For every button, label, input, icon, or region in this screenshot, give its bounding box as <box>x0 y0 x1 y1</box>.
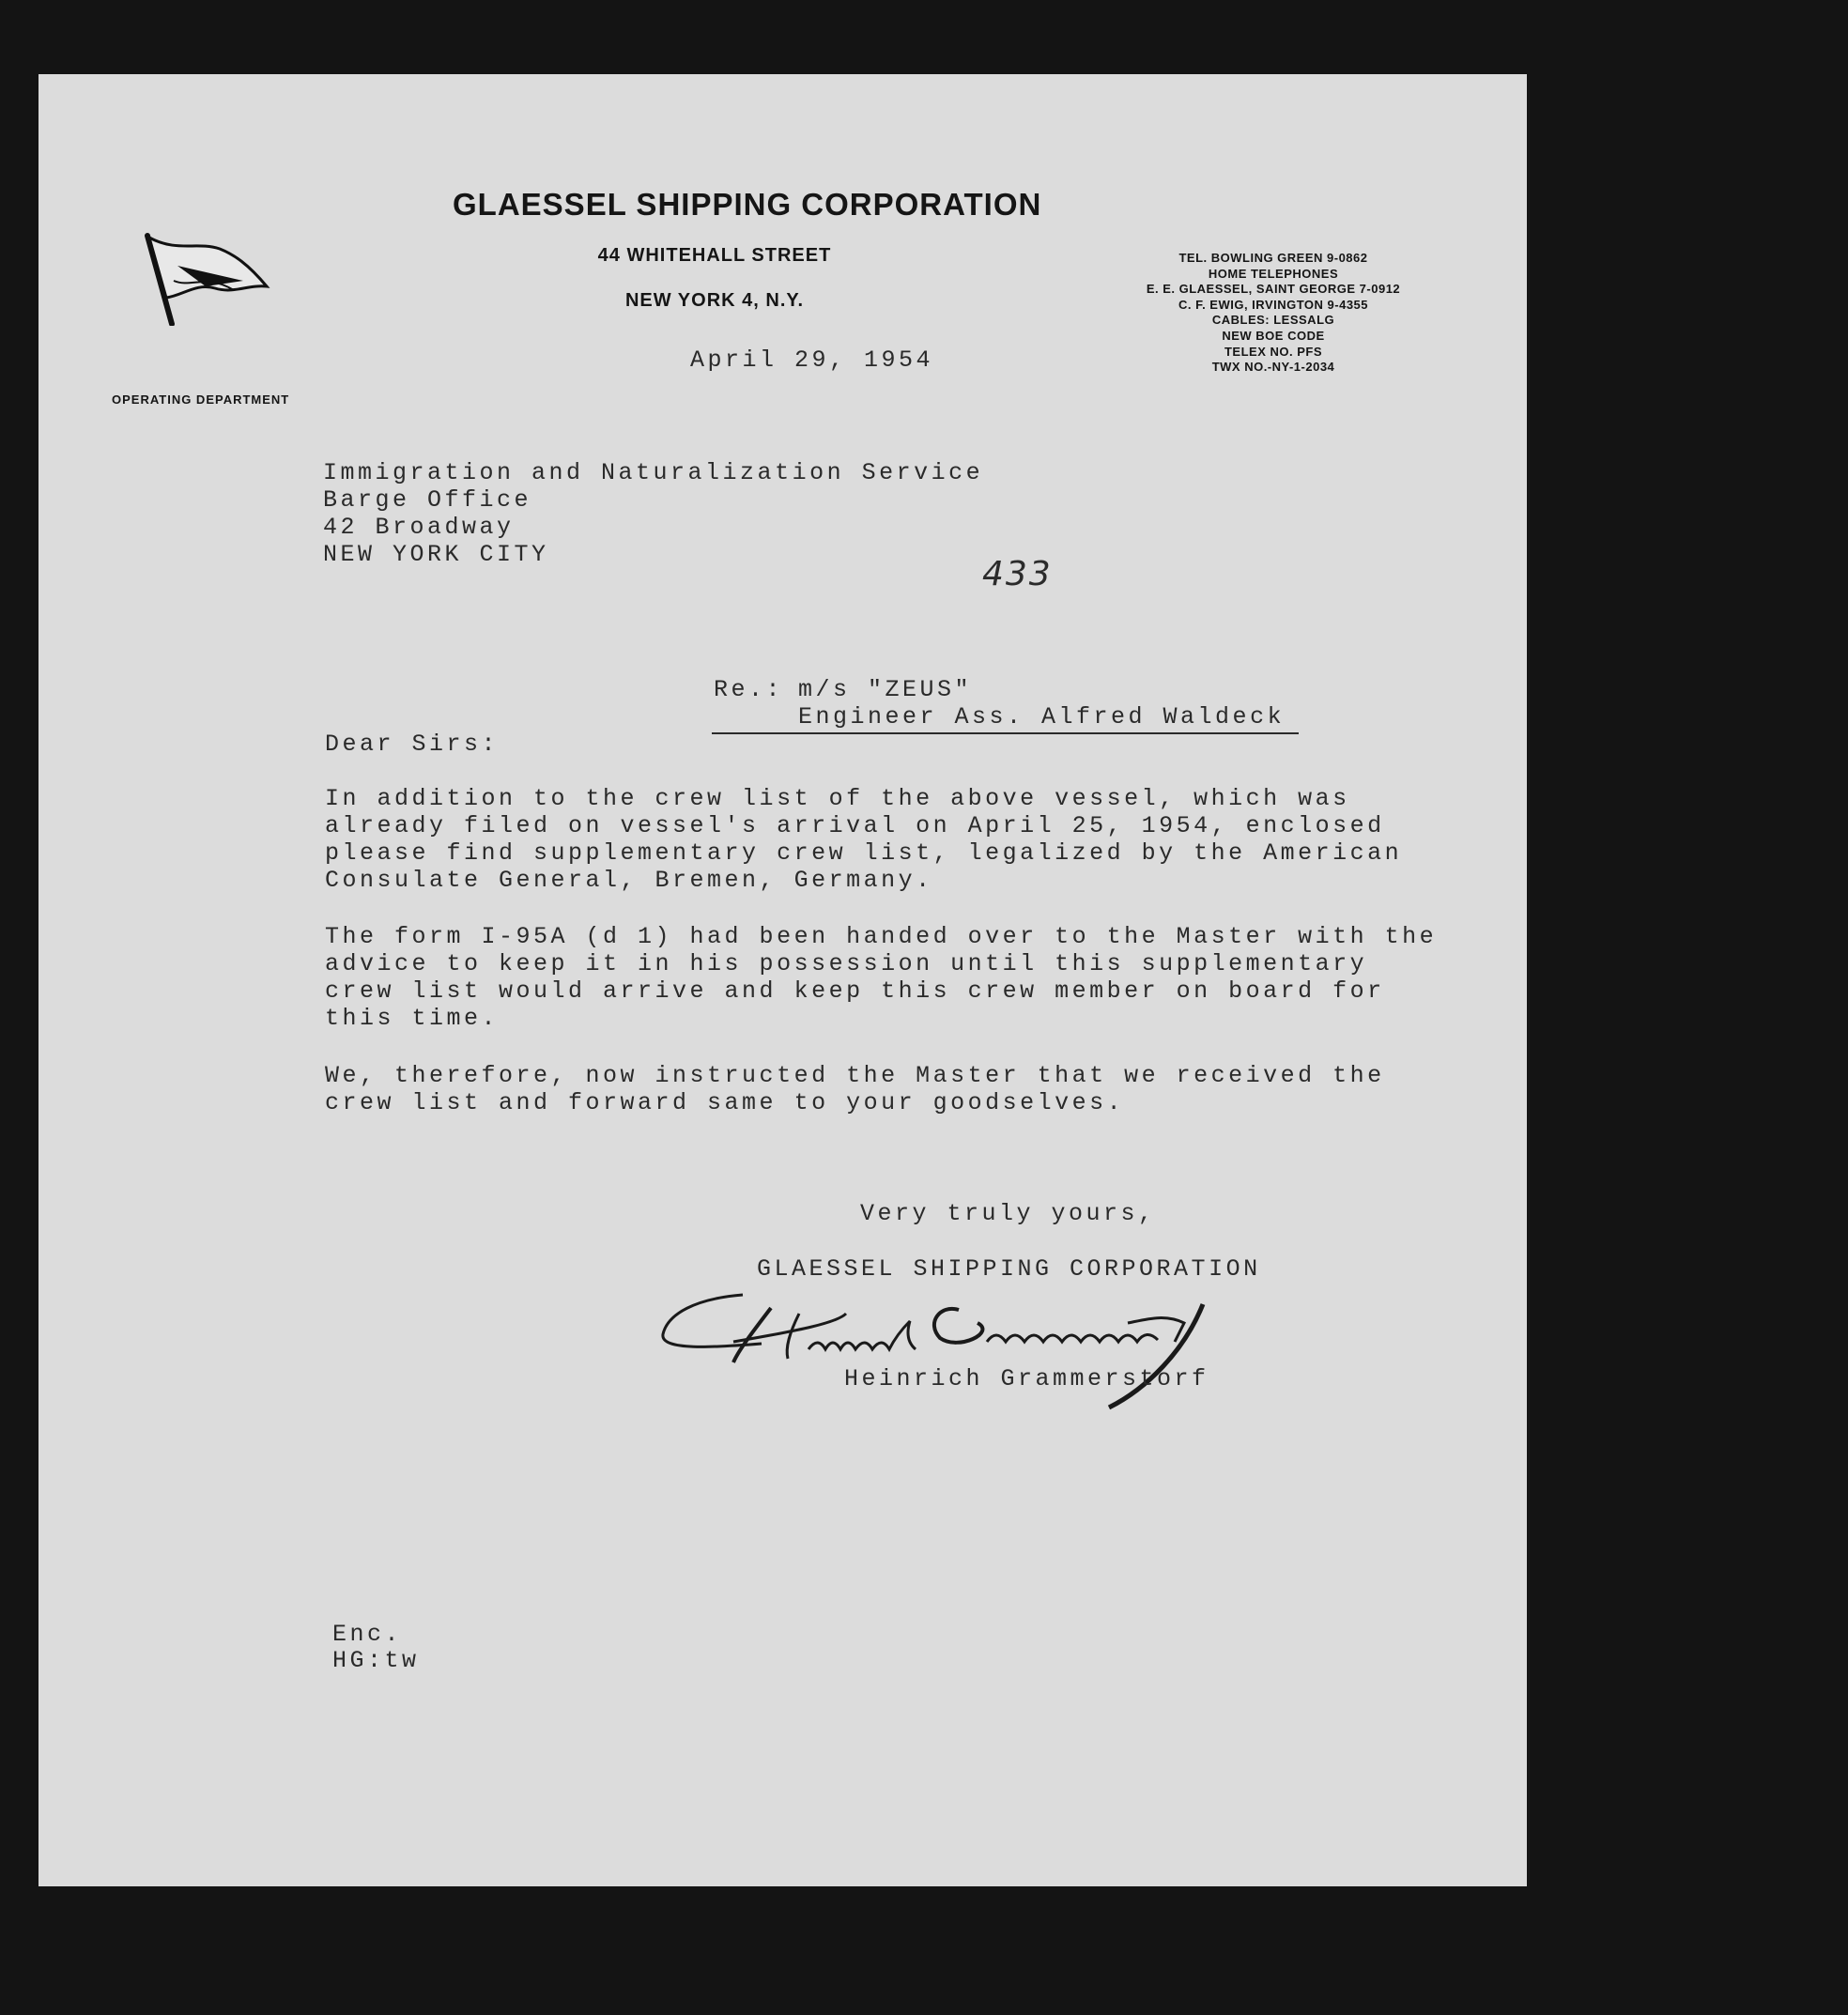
contact-block <box>1137 251 1409 376</box>
recipient-address <box>323 459 983 568</box>
reference-subject: Engineer Ass. Alfred Waldeck <box>798 703 1286 731</box>
recipient-line: Immigration and Naturalization Service <box>323 459 984 486</box>
recipient-line: 42 Broadway <box>323 514 515 541</box>
handwritten-file-number: 433 <box>982 555 1053 593</box>
contact-line: HOME TELEPHONES <box>1208 266 1339 281</box>
department-label: OPERATING DEPARTMENT <box>112 392 290 407</box>
handwritten-signature <box>658 1285 1485 1426</box>
typist-initials: HG:tw <box>332 1647 420 1674</box>
contact-line: NEW BOE CODE <box>1222 328 1325 343</box>
contact-line: CABLES: LESSALG <box>1211 313 1335 328</box>
salutation: Dear Sirs: <box>325 731 500 758</box>
signature-company: GLAESSEL SHIPPING CORPORATION <box>757 1255 1261 1283</box>
recipient-line: NEW YORK CITY <box>323 541 549 568</box>
contact-line: E. E. GLAESSEL, SAINT GEORGE 7-0912 <box>1146 282 1401 297</box>
body-paragraph: In addition to the crew list of the above vessel, which was already filed on vessel's arrival on April 25, 1954, enclosed please find supplementary crew list, legalized by the American Consulate General, Bremen, Germany. <box>325 785 1403 894</box>
reference-vessel: m/s "ZEUS" <box>798 676 973 703</box>
contact-line: TELEX NO. PFS <box>1224 344 1322 359</box>
contact-line: C. F. EWIG, IRVINGTON 9-4355 <box>1178 297 1369 312</box>
closing: Very truly yours, <box>860 1200 1156 1227</box>
recipient-line: Barge Office <box>323 486 532 514</box>
reference-label: Re.: <box>714 676 784 703</box>
body-paragraph: The form I-95A (d 1) had been handed over to the Master with the advice to keep it in his possession until this supplementary crew list would arrive and keep this crew member on board for this time. <box>325 923 1438 1032</box>
company-street: 44 WHITEHALL STREET <box>597 245 832 266</box>
reference-underline <box>712 732 1299 734</box>
letter-date: April 29, 1954 <box>690 346 934 374</box>
contact-line: TEL. BOWLING GREEN 9-0862 <box>1178 251 1368 265</box>
signer-name: Heinrich Grammerstorf <box>844 1365 1209 1392</box>
flag-logo-icon <box>140 232 281 326</box>
contact-line: TWX NO.-NY-1-2034 <box>1211 360 1335 375</box>
enclosure-note: Enc. <box>332 1621 403 1648</box>
company-city: NEW YORK 4, N.Y. <box>624 290 805 311</box>
letter-page <box>38 74 1527 1886</box>
company-name: GLAESSEL SHIPPING CORPORATION <box>453 187 1042 222</box>
body-paragraph: We, therefore, now instructed the Master that we received the crew list and forward same to your goodselves. <box>325 1062 1385 1116</box>
